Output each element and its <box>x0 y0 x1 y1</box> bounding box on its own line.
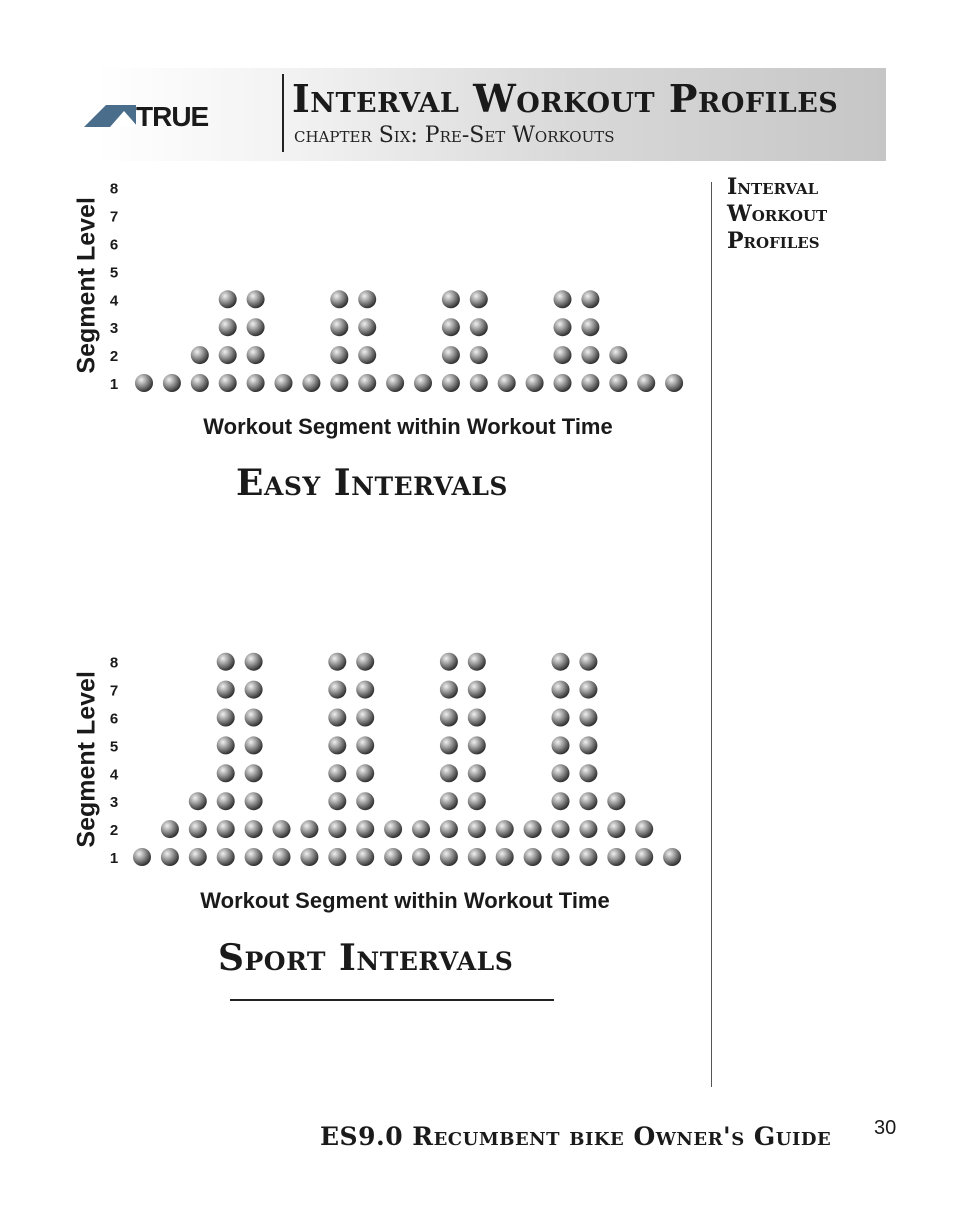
segment-dot <box>663 848 681 866</box>
y-tick-label: 7 <box>109 682 119 700</box>
segment-dot <box>356 764 374 782</box>
x-axis-label: Workout Segment within Workout Time <box>200 888 610 913</box>
segment-dot <box>579 736 597 754</box>
segment-dot <box>470 318 488 336</box>
segment-dot <box>328 653 346 671</box>
segment-dot <box>468 681 486 699</box>
segment-dot <box>275 374 293 392</box>
page-subtitle: chapter Six: Pre-Set Workouts <box>294 123 615 148</box>
segment-dot <box>245 681 263 699</box>
section-underline <box>230 999 554 1001</box>
segment-dot <box>247 374 265 392</box>
y-tick-label: 2 <box>109 822 119 840</box>
segment-dot <box>330 290 348 308</box>
segment-dot <box>356 736 374 754</box>
segment-dot <box>328 792 346 810</box>
segment-dot <box>356 792 374 810</box>
segment-dot <box>665 374 683 392</box>
segment-dot <box>356 653 374 671</box>
segment-dot <box>189 848 207 866</box>
segment-dot <box>607 792 625 810</box>
segment-dot <box>358 318 376 336</box>
y-tick-label: 5 <box>109 738 119 756</box>
segment-dot <box>442 374 460 392</box>
segment-dot <box>245 709 263 727</box>
segment-dot <box>468 653 486 671</box>
segment-dot <box>189 792 207 810</box>
segment-dot <box>468 709 486 727</box>
segment-dot <box>440 848 458 866</box>
x-axis-label: Workout Segment within Workout Time <box>203 414 613 439</box>
segment-dot <box>581 290 599 308</box>
segment-dot <box>470 374 488 392</box>
sport-intervals-title: Sport Intervals <box>218 937 514 979</box>
segment-dot <box>440 653 458 671</box>
segment-dot <box>217 709 235 727</box>
segment-dot <box>579 764 597 782</box>
segment-dot <box>245 764 263 782</box>
segment-dot <box>328 681 346 699</box>
easy-intervals-title: Easy Intervals <box>236 462 508 504</box>
segment-dot <box>607 848 625 866</box>
segment-dot <box>554 318 572 336</box>
segment-dot <box>635 848 653 866</box>
page-number: 30 <box>874 1117 897 1139</box>
y-tick-label: 1 <box>109 850 119 867</box>
y-tick-label: 1 <box>109 376 119 393</box>
y-tick-label: 3 <box>109 320 119 338</box>
segment-dot <box>273 820 291 838</box>
segment-dot <box>468 792 486 810</box>
segment-dot <box>554 290 572 308</box>
segment-dot <box>579 820 597 838</box>
segment-dot <box>330 318 348 336</box>
segment-dot <box>554 374 572 392</box>
segment-dot <box>440 764 458 782</box>
segment-dot <box>219 290 237 308</box>
segment-dot <box>247 290 265 308</box>
y-axis-label: Segment Level <box>72 671 101 848</box>
segment-dot <box>414 374 432 392</box>
segment-dot <box>245 792 263 810</box>
segment-dot <box>300 820 318 838</box>
segment-dot <box>245 653 263 671</box>
segment-dot <box>384 848 402 866</box>
segment-dot <box>328 764 346 782</box>
true-logo <box>84 101 252 129</box>
segment-dot <box>191 374 209 392</box>
segment-dot <box>356 709 374 727</box>
y-axis-label: Segment Level <box>72 197 101 374</box>
segment-dot <box>579 681 597 699</box>
segment-dot <box>468 736 486 754</box>
sidebar-heading <box>727 174 927 255</box>
segment-dot <box>552 764 570 782</box>
segment-dot <box>328 709 346 727</box>
segment-dot <box>217 820 235 838</box>
segment-dot <box>217 653 235 671</box>
segment-dot <box>163 374 181 392</box>
segment-dot <box>245 820 263 838</box>
segment-dot <box>552 848 570 866</box>
y-tick-label: 6 <box>109 236 119 254</box>
segment-dot <box>161 848 179 866</box>
segment-dot <box>468 820 486 838</box>
segment-dot <box>442 346 460 364</box>
segment-dot <box>356 820 374 838</box>
segment-dot <box>330 346 348 364</box>
segment-dot <box>412 848 430 866</box>
segment-dot <box>442 290 460 308</box>
segment-dot <box>496 848 514 866</box>
segment-dot <box>609 374 627 392</box>
segment-dot <box>470 346 488 364</box>
y-tick-label: 2 <box>109 348 119 366</box>
y-tick-label: 4 <box>109 766 119 784</box>
segment-dot <box>554 346 572 364</box>
logo-text: TRUE <box>136 101 209 129</box>
segment-dot <box>358 290 376 308</box>
segment-dot <box>637 374 655 392</box>
segment-dot <box>579 848 597 866</box>
segment-dot <box>273 848 291 866</box>
header-divider <box>282 74 284 152</box>
y-tick-label: 7 <box>109 208 119 226</box>
segment-dot <box>579 709 597 727</box>
segment-dot <box>300 848 318 866</box>
segment-dot <box>328 820 346 838</box>
segment-dot <box>135 374 153 392</box>
footer-guide-title: ES9.0 Recumbent bike Owner's Guide <box>320 1122 832 1151</box>
y-tick-label: 5 <box>109 264 119 282</box>
segment-dot <box>161 820 179 838</box>
y-tick-label: 4 <box>109 292 119 310</box>
segment-dot <box>133 848 151 866</box>
sidebar-heading-line: Profiles <box>727 228 820 254</box>
segment-dot <box>217 764 235 782</box>
segment-dot <box>470 290 488 308</box>
segment-dot <box>386 374 404 392</box>
segment-dot <box>328 736 346 754</box>
segment-dot <box>302 374 320 392</box>
segment-dot <box>440 709 458 727</box>
segment-dot <box>219 318 237 336</box>
segment-dot <box>579 792 597 810</box>
segment-dot <box>191 346 209 364</box>
segment-dot <box>440 820 458 838</box>
y-tick-label: 3 <box>109 794 119 812</box>
segment-dot <box>219 346 237 364</box>
page-title: Interval Workout Profiles <box>292 76 839 121</box>
segment-dot <box>245 848 263 866</box>
y-tick-label: 8 <box>109 654 119 672</box>
segment-dot <box>356 681 374 699</box>
segment-dot <box>217 681 235 699</box>
sidebar-heading-line: Workout <box>727 201 828 227</box>
segment-dot <box>498 374 516 392</box>
segment-dot <box>358 346 376 364</box>
segment-dot <box>219 374 237 392</box>
segment-dot <box>384 820 402 838</box>
sidebar-heading-line: Interval <box>727 174 819 200</box>
segment-dot <box>217 848 235 866</box>
segment-dot <box>552 820 570 838</box>
segment-dot <box>217 736 235 754</box>
segment-dot <box>328 848 346 866</box>
sidebar-divider <box>711 182 712 1087</box>
segment-dot <box>526 374 544 392</box>
segment-dot <box>468 764 486 782</box>
segment-dot <box>440 792 458 810</box>
y-tick-label: 6 <box>109 710 119 728</box>
segment-dot <box>189 820 207 838</box>
segment-dot <box>440 681 458 699</box>
segment-dot <box>581 346 599 364</box>
segment-dot <box>247 346 265 364</box>
segment-dot <box>552 653 570 671</box>
segment-dot <box>552 709 570 727</box>
segment-dot <box>552 681 570 699</box>
segment-dot <box>247 318 265 336</box>
segment-dot <box>358 374 376 392</box>
segment-dot <box>524 848 542 866</box>
segment-dot <box>330 374 348 392</box>
segment-dot <box>579 653 597 671</box>
segment-dot <box>356 848 374 866</box>
segment-dot <box>524 820 542 838</box>
segment-dot <box>635 820 653 838</box>
segment-dot <box>552 792 570 810</box>
segment-dot <box>468 848 486 866</box>
segment-dot <box>609 346 627 364</box>
segment-dot <box>440 736 458 754</box>
segment-dot <box>496 820 514 838</box>
segment-dot <box>412 820 430 838</box>
segment-dot <box>607 820 625 838</box>
segment-dot <box>442 318 460 336</box>
segment-dot <box>552 736 570 754</box>
segment-dot <box>581 318 599 336</box>
y-tick-label: 8 <box>109 180 119 198</box>
segment-dot <box>217 792 235 810</box>
segment-dot <box>245 736 263 754</box>
segment-dot <box>581 374 599 392</box>
